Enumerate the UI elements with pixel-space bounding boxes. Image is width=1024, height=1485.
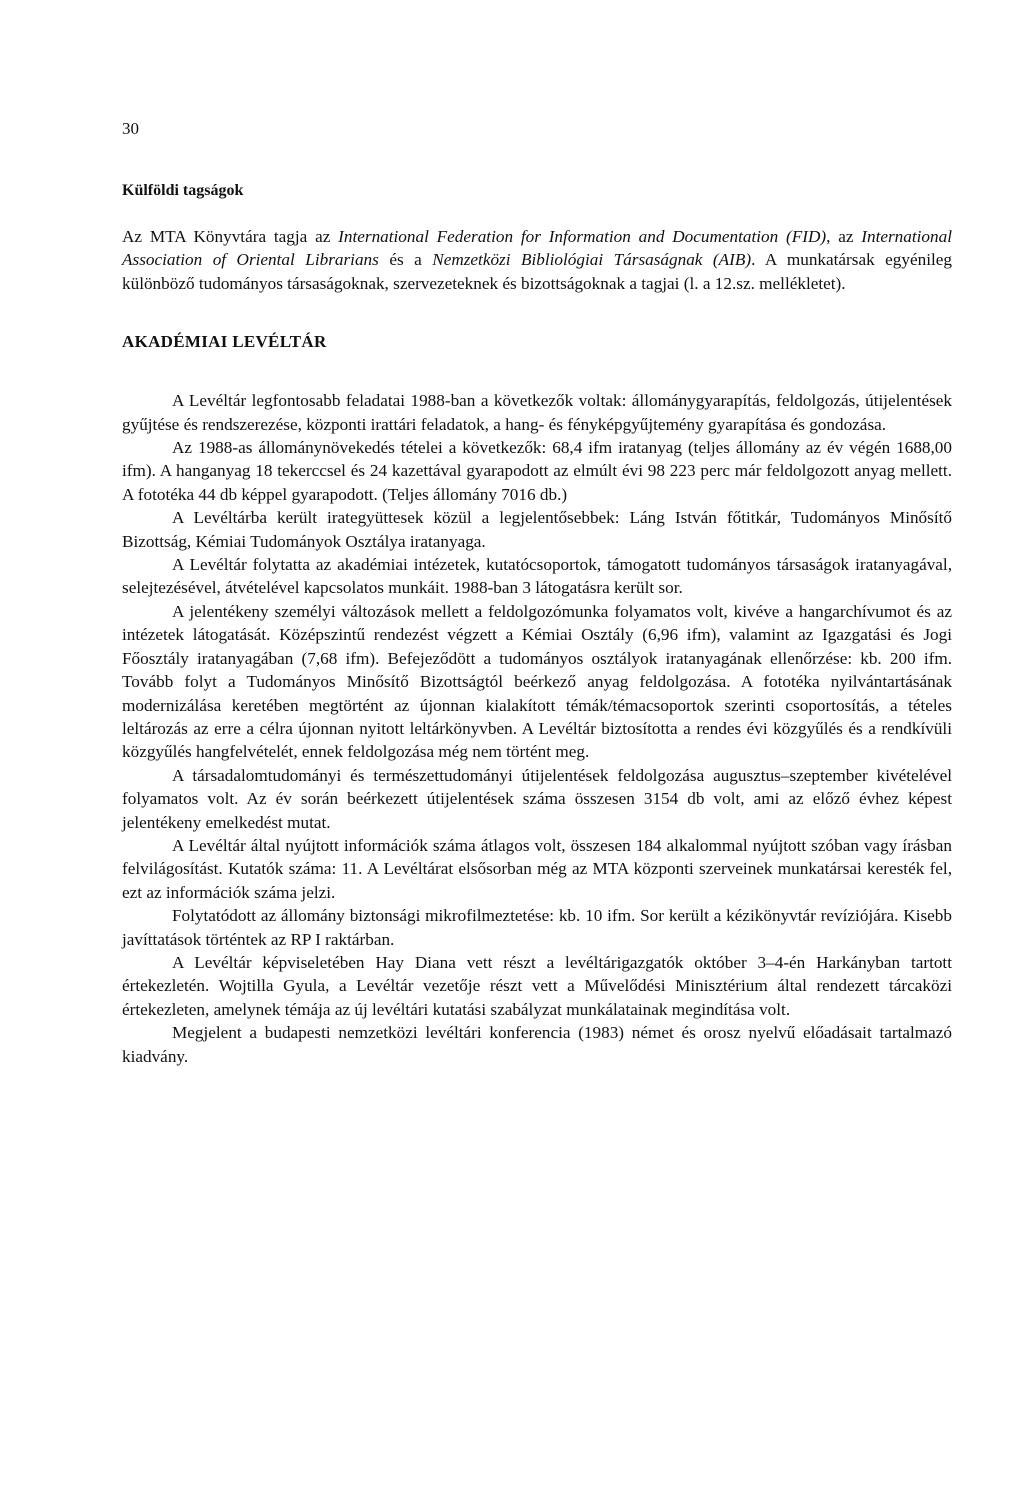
archive-paragraph: Folytatódott az állomány biztonsági mikrofilmeztetése: kb. 10 ifm. Sor került a kézikönyvtár revíziójára. Kisebb javíttatások történtek az RP I raktárban. bbox=[122, 906, 952, 949]
document-page bbox=[122, 118, 952, 1068]
foreign-memberships-heading: Külföldi tagságok bbox=[122, 182, 244, 199]
membership-text-2: , az bbox=[826, 227, 862, 246]
membership-text-4: . A munkatársak egyénileg különböző tudományos társaságoknak, szervezeteknek és bizottságoknak a tagjai (l. a 12.sz. mellékletet). bbox=[122, 250, 952, 293]
archive-paragraph: Megjelent a budapesti nemzetközi levéltári konferencia (1983) német és orosz nyelvű előadásait tartalmazó kiadvány. bbox=[122, 1023, 952, 1066]
archive-paragraph: A Levéltárba került irategyüttesek közül a legjelentősebbek: Láng István főtitkár, Tudományos Minősítő Bizottság, Kémiai Tudományok Osztálya iratanyaga. bbox=[122, 508, 952, 551]
foreign-memberships-paragraph bbox=[122, 225, 952, 295]
archive-paragraph: A Levéltár által nyújtott információk száma átlagos volt, összesen 184 alkalommal nyújtott szóban vagy írásban felvilágosítást. Kutatók száma: 11. A Levéltárat elsősorban még az MTA központi szerveinek munkatársai keresték fel, ezt az információk száma jelzi. bbox=[122, 835, 952, 902]
archive-paragraph: A Levéltár folytatta az akadémiai intézetek, kutatócsoportok, támogatott tudományos társaságok iratanyagával, selejtezésével, átvételével kapcsolatos munkáit. 1988-ban 3 látogatásra került sor. bbox=[122, 555, 952, 598]
aib-organization-name: Nemzetközi Bibliológiai Társaságnak (AIB) bbox=[432, 250, 752, 270]
page-number: 30 bbox=[122, 119, 139, 138]
membership-text-3: és a bbox=[378, 250, 433, 270]
archive-paragraph: A társadalomtudományi és természettudományi útijelentések feldolgozása augusztus–szeptember kivételével folyamatos volt. Az év során beérkezett útijelentések száma összesen 3154 db volt, ami az előző évhez képest jelentékeny emelkedést mutat. bbox=[122, 765, 952, 832]
archive-paragraph: A jelentékeny személyi változások mellett a feldolgozómunka folyamatos volt, kivéve a hangarchívumot és az intézetek látogatását. Középszintű rendezést végzett a Kémiai Osztály (6,96 ifm), valamint az Igazgatási és Jogi Főosztály iratanyagában (7,68 ifm). Befejeződött a tudományos osztályok iratanyagának ellenőrzése: kb. 200 ifm. Tovább folyt a Tudományos Minősítő Bizottságtól beérkező anyag feldolgozása. A fototéka nyilvántartásának modernizálása keretében megtörtént az újonnan kialakított témák/témacsoportok szerinti csoportosítás, a tételes leltározás az erre a célra újonnan nyitott leltárkönyvben. A Levéltár biztosította a rendes évi közgyűlés és a rendkívüli közgyűlés hangfelvételét, ennek feldolgozása még nem történt meg. bbox=[122, 601, 952, 762]
archive-paragraph: A Levéltár képviseletében Hay Diana vett részt a levéltárigazgatók október 3–4-én Harkányban tartott értekezletén. Wojtilla Gyula, a Levéltár vezetője részt vett a Művelődési Minisztérium által rendezett tárcaközi értekezleten, amelynek témája az új levéltári kutatási szabályzat munkálatainak megindítása volt. bbox=[122, 952, 952, 1019]
fid-organization-name: International Federation for Information and Documentation (FID) bbox=[338, 227, 827, 246]
membership-text-1: Az MTA Könyvtára tagja az bbox=[122, 227, 339, 246]
oriental-librarians-organization-name: International Association of Oriental Librarians bbox=[122, 227, 952, 270]
academic-archive-heading: AKADÉMIAI LEVÉLTÁR bbox=[122, 332, 327, 352]
archive-paragraph: A Levéltár legfontosabb feladatai 1988-ban a következők voltak: állománygyarapítás, feldolgozás, útijelentések gyűjtése és rendszerezése, központi irattári feladatok, a hang- és fényképgyűjtemény gyarapítása és gondozása. bbox=[122, 391, 952, 434]
archive-paragraph: Az 1988-as állománynövekedés tételei a következők: 68,4 ifm iratanyag (teljes állomány az év végén 1688,00 ifm). A hanganyag 18 tekerccsel és 24 kazettával gyarapodott az elmúlt évi 98 223 perc már feldolgozott anyag mellett. A fototéka 44 db képpel gyarapodott. (Teljes állomány 7016 db.) bbox=[122, 438, 952, 504]
